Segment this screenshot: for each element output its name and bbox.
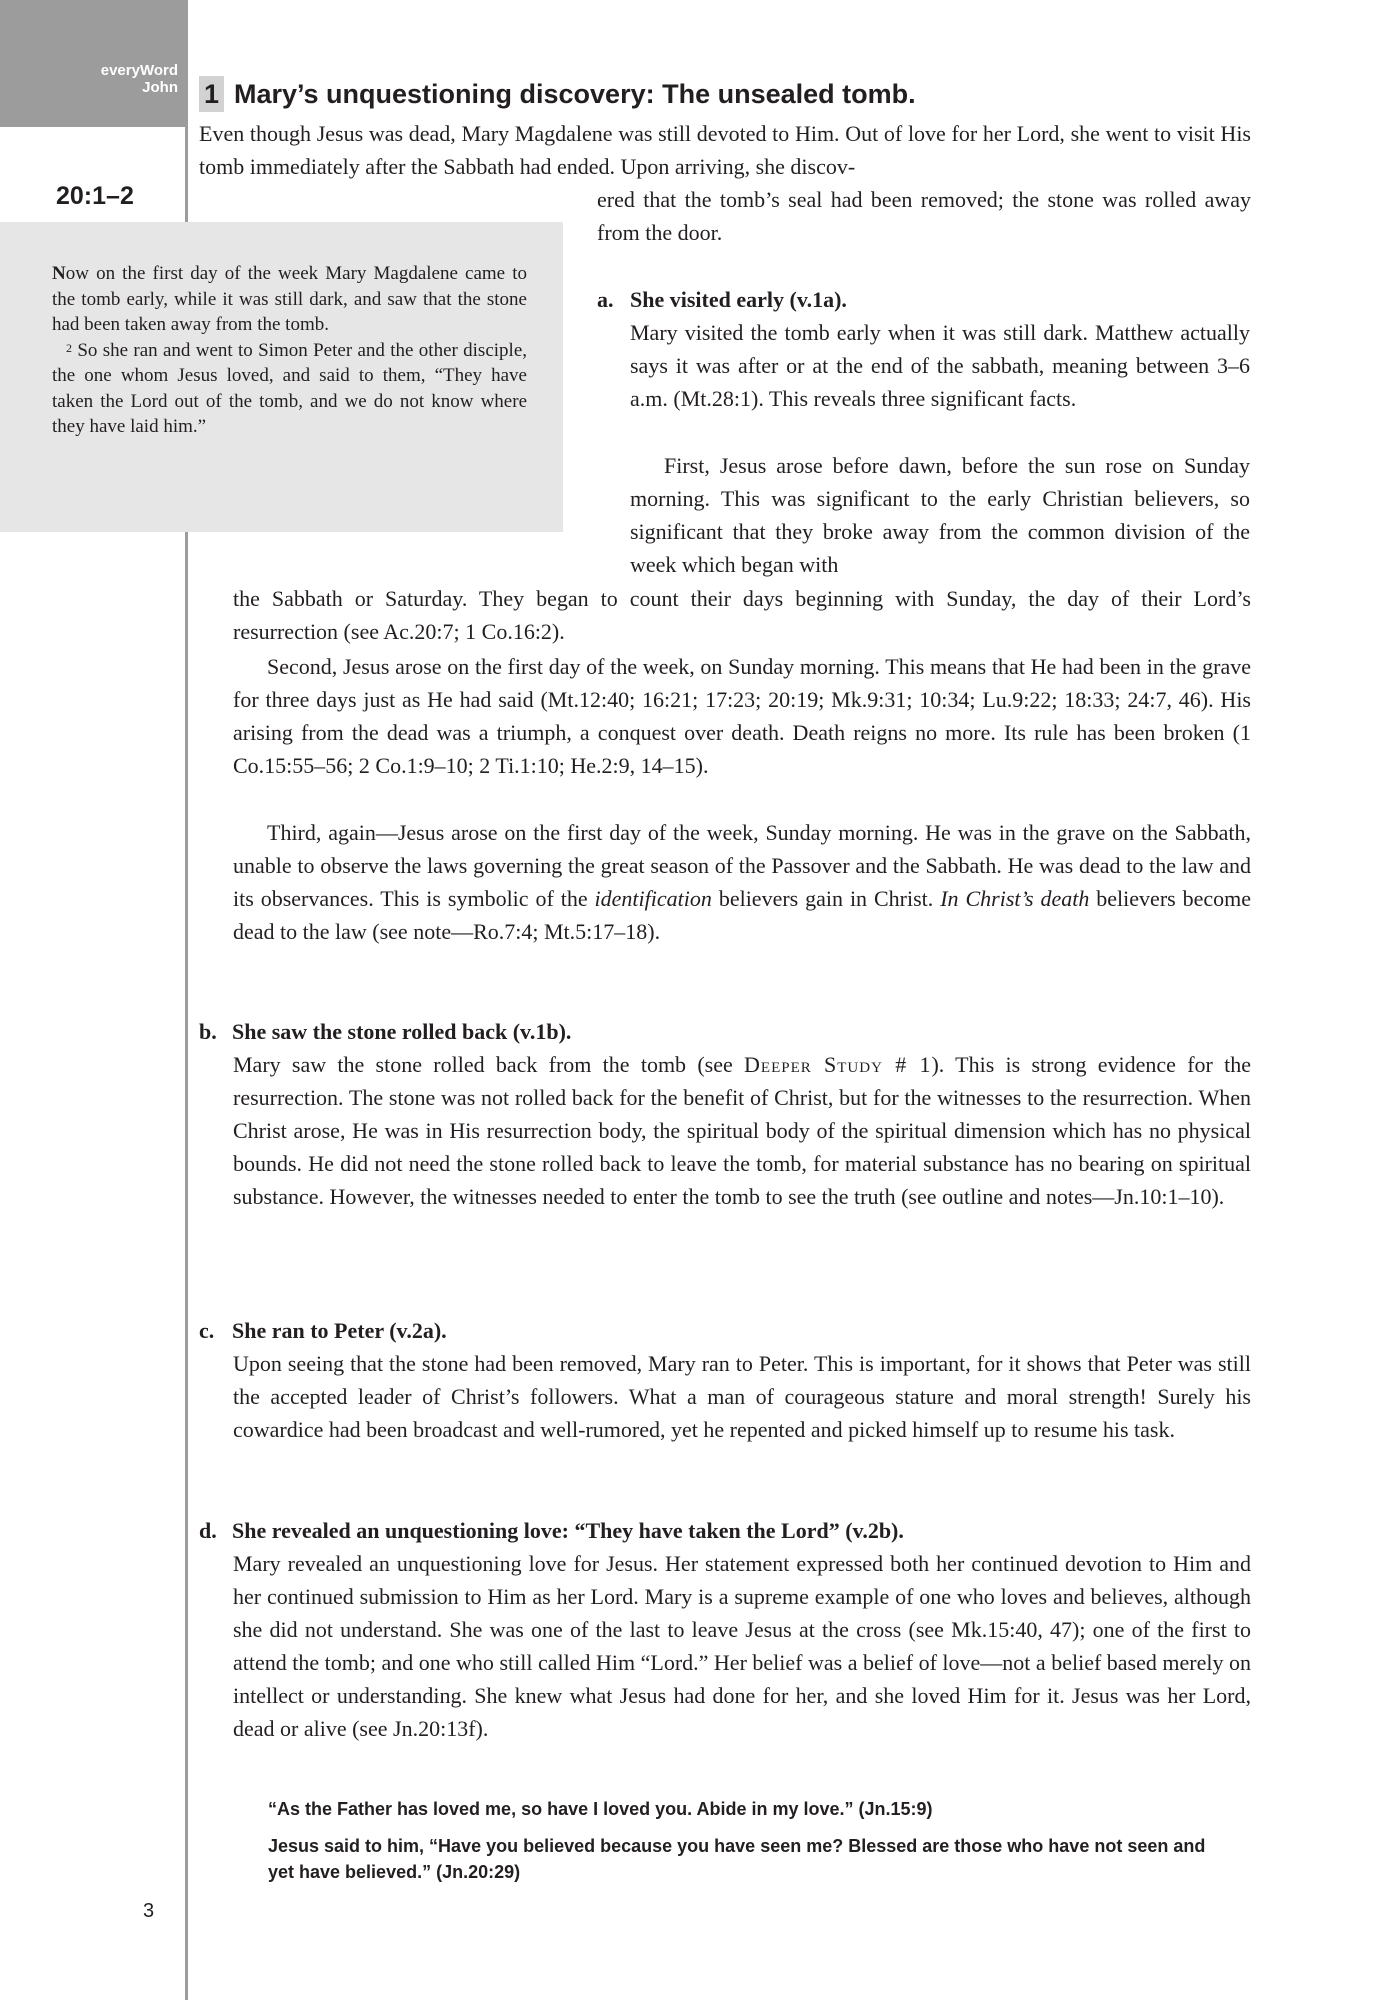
point-a-para-2b: the Sabbath or Saturday. They began to count their days beginning with Sunday, the day of their Lord’s resurrection (see Ac.20:7; 1 Co.16:2).: [233, 586, 1251, 644]
running-header-tab: [0, 0, 186, 127]
p4-mid: believers gain in Christ.: [718, 886, 934, 911]
verse-2: [52, 338, 527, 440]
point-d-heading: [199, 1514, 904, 1547]
verse-dropcap: N: [52, 263, 66, 284]
verse-2-text: So she ran and went to Simon Peter and the other disciple, the one whom Jesus loved, and said to them, “They have taken the Lord out of the tomb, and we do not know where they have laid him.”: [52, 339, 528, 437]
p4-emphasis-1: identification: [594, 886, 712, 911]
point-a-para-4: [233, 816, 1251, 948]
quote-1: “As the Father has loved me, so have I loved you. Abide in my love.” (Jn.15:9): [268, 1799, 933, 1819]
intro-part2: ered that the tomb’s seal had been removed; the stone was rolled away from the door.: [597, 187, 1251, 245]
section-number: 1: [199, 76, 224, 112]
section-title: Mary’s unquestioning discovery: The unsealed tomb.: [234, 79, 916, 109]
p4-start: Third, again—Jesus arose on the first day of the week, Sunday morning. He was in the grave on the Sabbath, unable to observe the laws governing the great season of the Passover and the Sabbath. He was dead to the law and its observances. This is symbolic of the: [233, 820, 1251, 911]
point-b-text-start: Mary saw the stone rolled back from the tomb (see: [233, 1052, 733, 1077]
book-label: John: [142, 79, 178, 96]
page-number: 3: [143, 1900, 155, 1922]
verse-1-text: ow on the first day of the week Mary Magdalene came to the tomb early, while it was still dark, and saw that the stone had been taken away from the tomb.: [52, 263, 527, 335]
point-a-para-2a: First, Jesus arose before dawn, before the sun rose on Sunday morning. This was significant to the early Christian believers, so significant that they broke away from the common division of the week which began with: [630, 453, 1250, 577]
point-a-para-1: Mary visited the tomb early when it was still dark. Matthew actually says it was after or at the end of the sabbath, meaning between 3–6 a.m. (Mt.28:1). This reveals three significant facts.: [630, 320, 1250, 411]
point-a-title: She visited early (v.1a).: [630, 287, 847, 312]
point-b-heading: [199, 1015, 571, 1048]
intro-part1: Even though Jesus was dead, Mary Magdalene was still devoted to Him. Out of love for her Lord, she went to visit His tomb immediately after the Sabbath had ended. Upon arriving, she discov-: [199, 121, 1251, 179]
point-c-text: Upon seeing that the stone had been removed, Mary ran to Peter. This is important, for it shows that Peter was still the accepted leader of Christ’s followers. What a man of courageous stature and moral strength! Surely his cowardice had been broadcast and well-rumored, yet he repented and picked himself up to resume his task.: [233, 1351, 1251, 1442]
point-c-title: She ran to Peter (v.2a).: [232, 1318, 447, 1343]
scripture-box: [0, 222, 563, 532]
verse-1: [52, 261, 527, 338]
point-c-letter: c.: [199, 1318, 215, 1343]
p4-end: believers become dead to the law (see note—Ro.7:4; Mt.5:17–18).: [233, 886, 1252, 944]
section-heading: [199, 76, 916, 112]
point-d-title: She revealed an unquestioning love: “They have taken the Lord” (v.2b).: [232, 1518, 904, 1543]
point-c-heading: [199, 1314, 447, 1347]
quote-2: Jesus said to him, “Have you believed because you have seen me? Blessed are those who have not seen and yet have believed.” (Jn.20:29): [268, 1836, 1206, 1882]
point-d-letter: d.: [199, 1518, 217, 1543]
point-b-letter: b.: [199, 1019, 217, 1044]
point-a-para-3: Second, Jesus arose on the first day of the week, on Sunday morning. This means that He had been in the grave for three days just as He had said (Mt.12:40; 16:21; 17:23; 20:19; Mk.9:31; 10:34; Lu.9:22; 18:33; 24:7, 46). His arising from the dead was a triumph, a conquest over death. Death reigns no more. Its rule has been broken (1 Co.15:55–56; 2 Co.1:9–10; 2 Ti.1:10; He.2:9, 14–15).: [233, 654, 1251, 778]
point-a-heading: [597, 283, 847, 316]
scripture-reference: 20:1–2: [56, 182, 134, 210]
brand-label: everyWord: [100, 62, 178, 79]
point-b-title: She saw the stone rolled back (v.1b).: [232, 1019, 572, 1044]
point-b-text-end: ). This is strong evidence for the resurrection. The stone was not rolled back for the benefit of Christ, but for the witnesses to the resurrection. When Christ arose, He was in His resurrection body, the spiritual body of the spiritual dimension which has no physical bounds. He did not need the stone rolled back to leave the tomb, for material substance has no bearing on spiritual substance. However, the witnesses needed to enter the tomb to see the truth (see outline and notes—Jn.10:1–10).: [233, 1052, 1252, 1209]
point-d-text: Mary revealed an unquestioning love for Jesus. Her statement expressed both her continued devotion to Him and her continued submission to Him as her Lord. Mary is a supreme example of one who loves and believes, although she did not understand. She was one of the last to leave Jesus at the cross (see Mk.15:40, 47); one of the first to attend the tomb; and one who still called Him “Lord.” Her belief was a belief of love—not a belief based merely on intellect or understanding. She knew what Jesus had done for her, and she loved Him for it. Jesus was her Lord, dead or alive (see Jn.20:13f).: [233, 1551, 1251, 1741]
deeper-study-link[interactable]: Deeper Study # 1: [744, 1052, 932, 1077]
point-a-letter: a.: [597, 287, 614, 312]
p4-emphasis-2: In Christ’s death: [940, 886, 1090, 911]
verse-2-number: 2: [66, 340, 72, 355]
point-b-text: [233, 1048, 1251, 1213]
